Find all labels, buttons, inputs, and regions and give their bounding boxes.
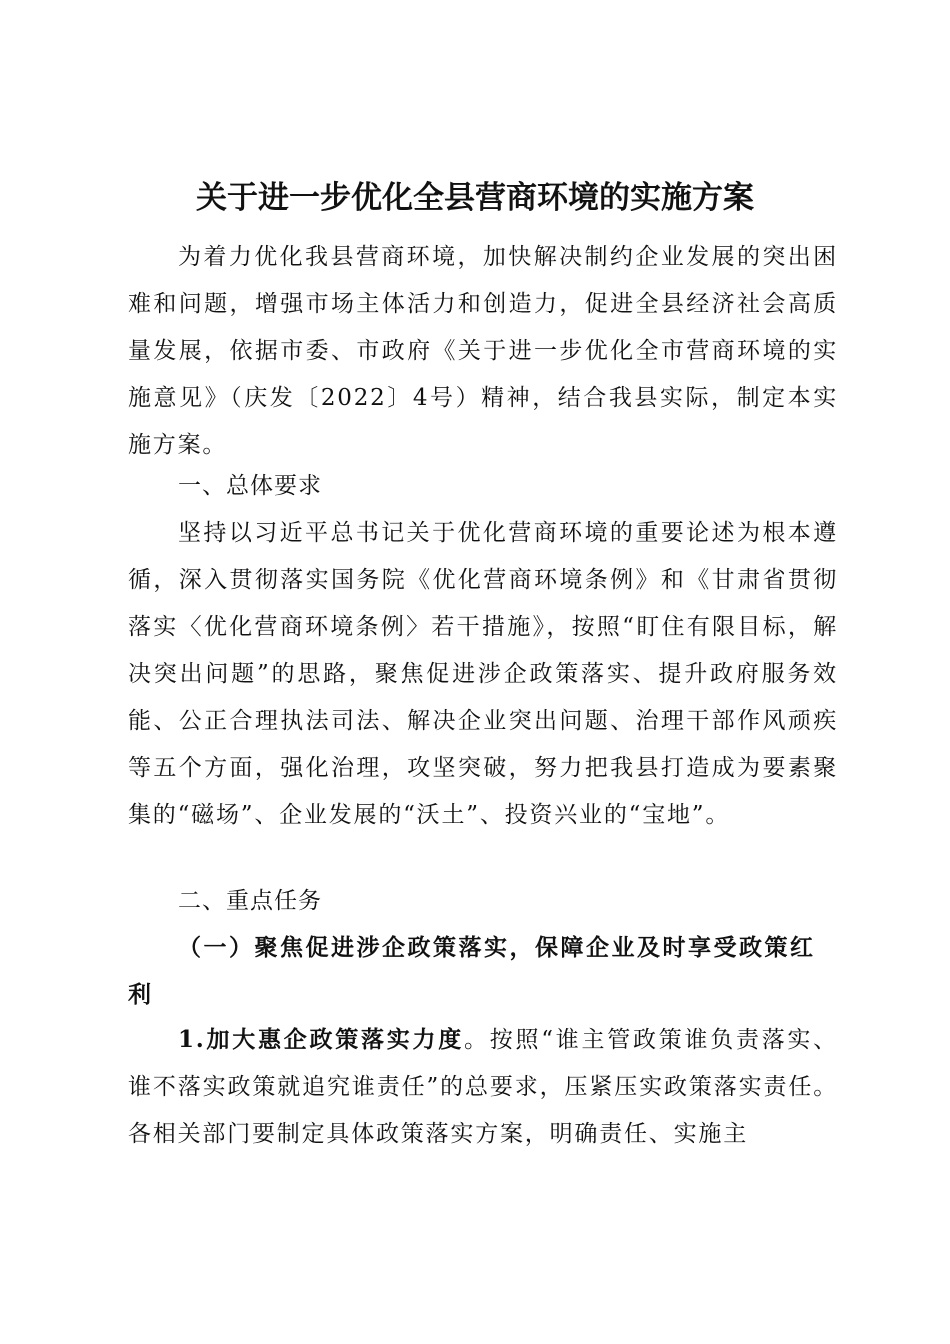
item-1-paragraph [128,1016,838,1158]
item-1-title: 1.加大惠企政策落实力度 [178,1026,464,1053]
section-heading-key-tasks: 二、重点任务 [178,888,322,914]
document-title: 关于进一步优化全县营商环境的实施方案 [196,180,754,216]
general-requirements-paragraph: 坚持以习近平总书记关于优化营商环境的重要论述为根本遵循，深入贯彻落实国务院《优化营商环境条例》和《甘肃省贯彻落实〈优化营商环境条例〉若干措施》，按照“盯住有限目标，解决突出问题”的思路，聚焦促进涉企政策落实、提升政府服务效能、公正合理执法司法、解决企业突出问题、治理干部作风顽疾等五个方面，强化治理，攻坚突破，努力把我县打造成为要素聚集的“磁场”、企业发展的“沃土”、投资兴业的“宝地”。 [128,520,838,828]
intro-paragraph: 为着力优化我县营商环境，加快解决制约企业发展的突出困难和问题，增强市场主体活力和创造力，促进全县经济社会高质量发展，依据市委、市政府《关于进一步优化全市营商环境的实施意见》（庆发〔2022〕4号）精神，结合我县实际，制定本实施方案。 [128,244,838,458]
section-heading-general-requirements: 一、总体要求 [178,473,322,499]
item-1-body: 。按照“谁主管政策谁负责落实、谁不落实政策就追究谁责任”的总要求，压紧压实政策落实责任。各相关部门要制定具体政策落实方案，明确责任、实施主 [128,1027,838,1147]
subsection-heading-policy-implementation: （一）聚焦促进涉企政策落实，保障企业及时享受政策红利 [128,934,816,1008]
